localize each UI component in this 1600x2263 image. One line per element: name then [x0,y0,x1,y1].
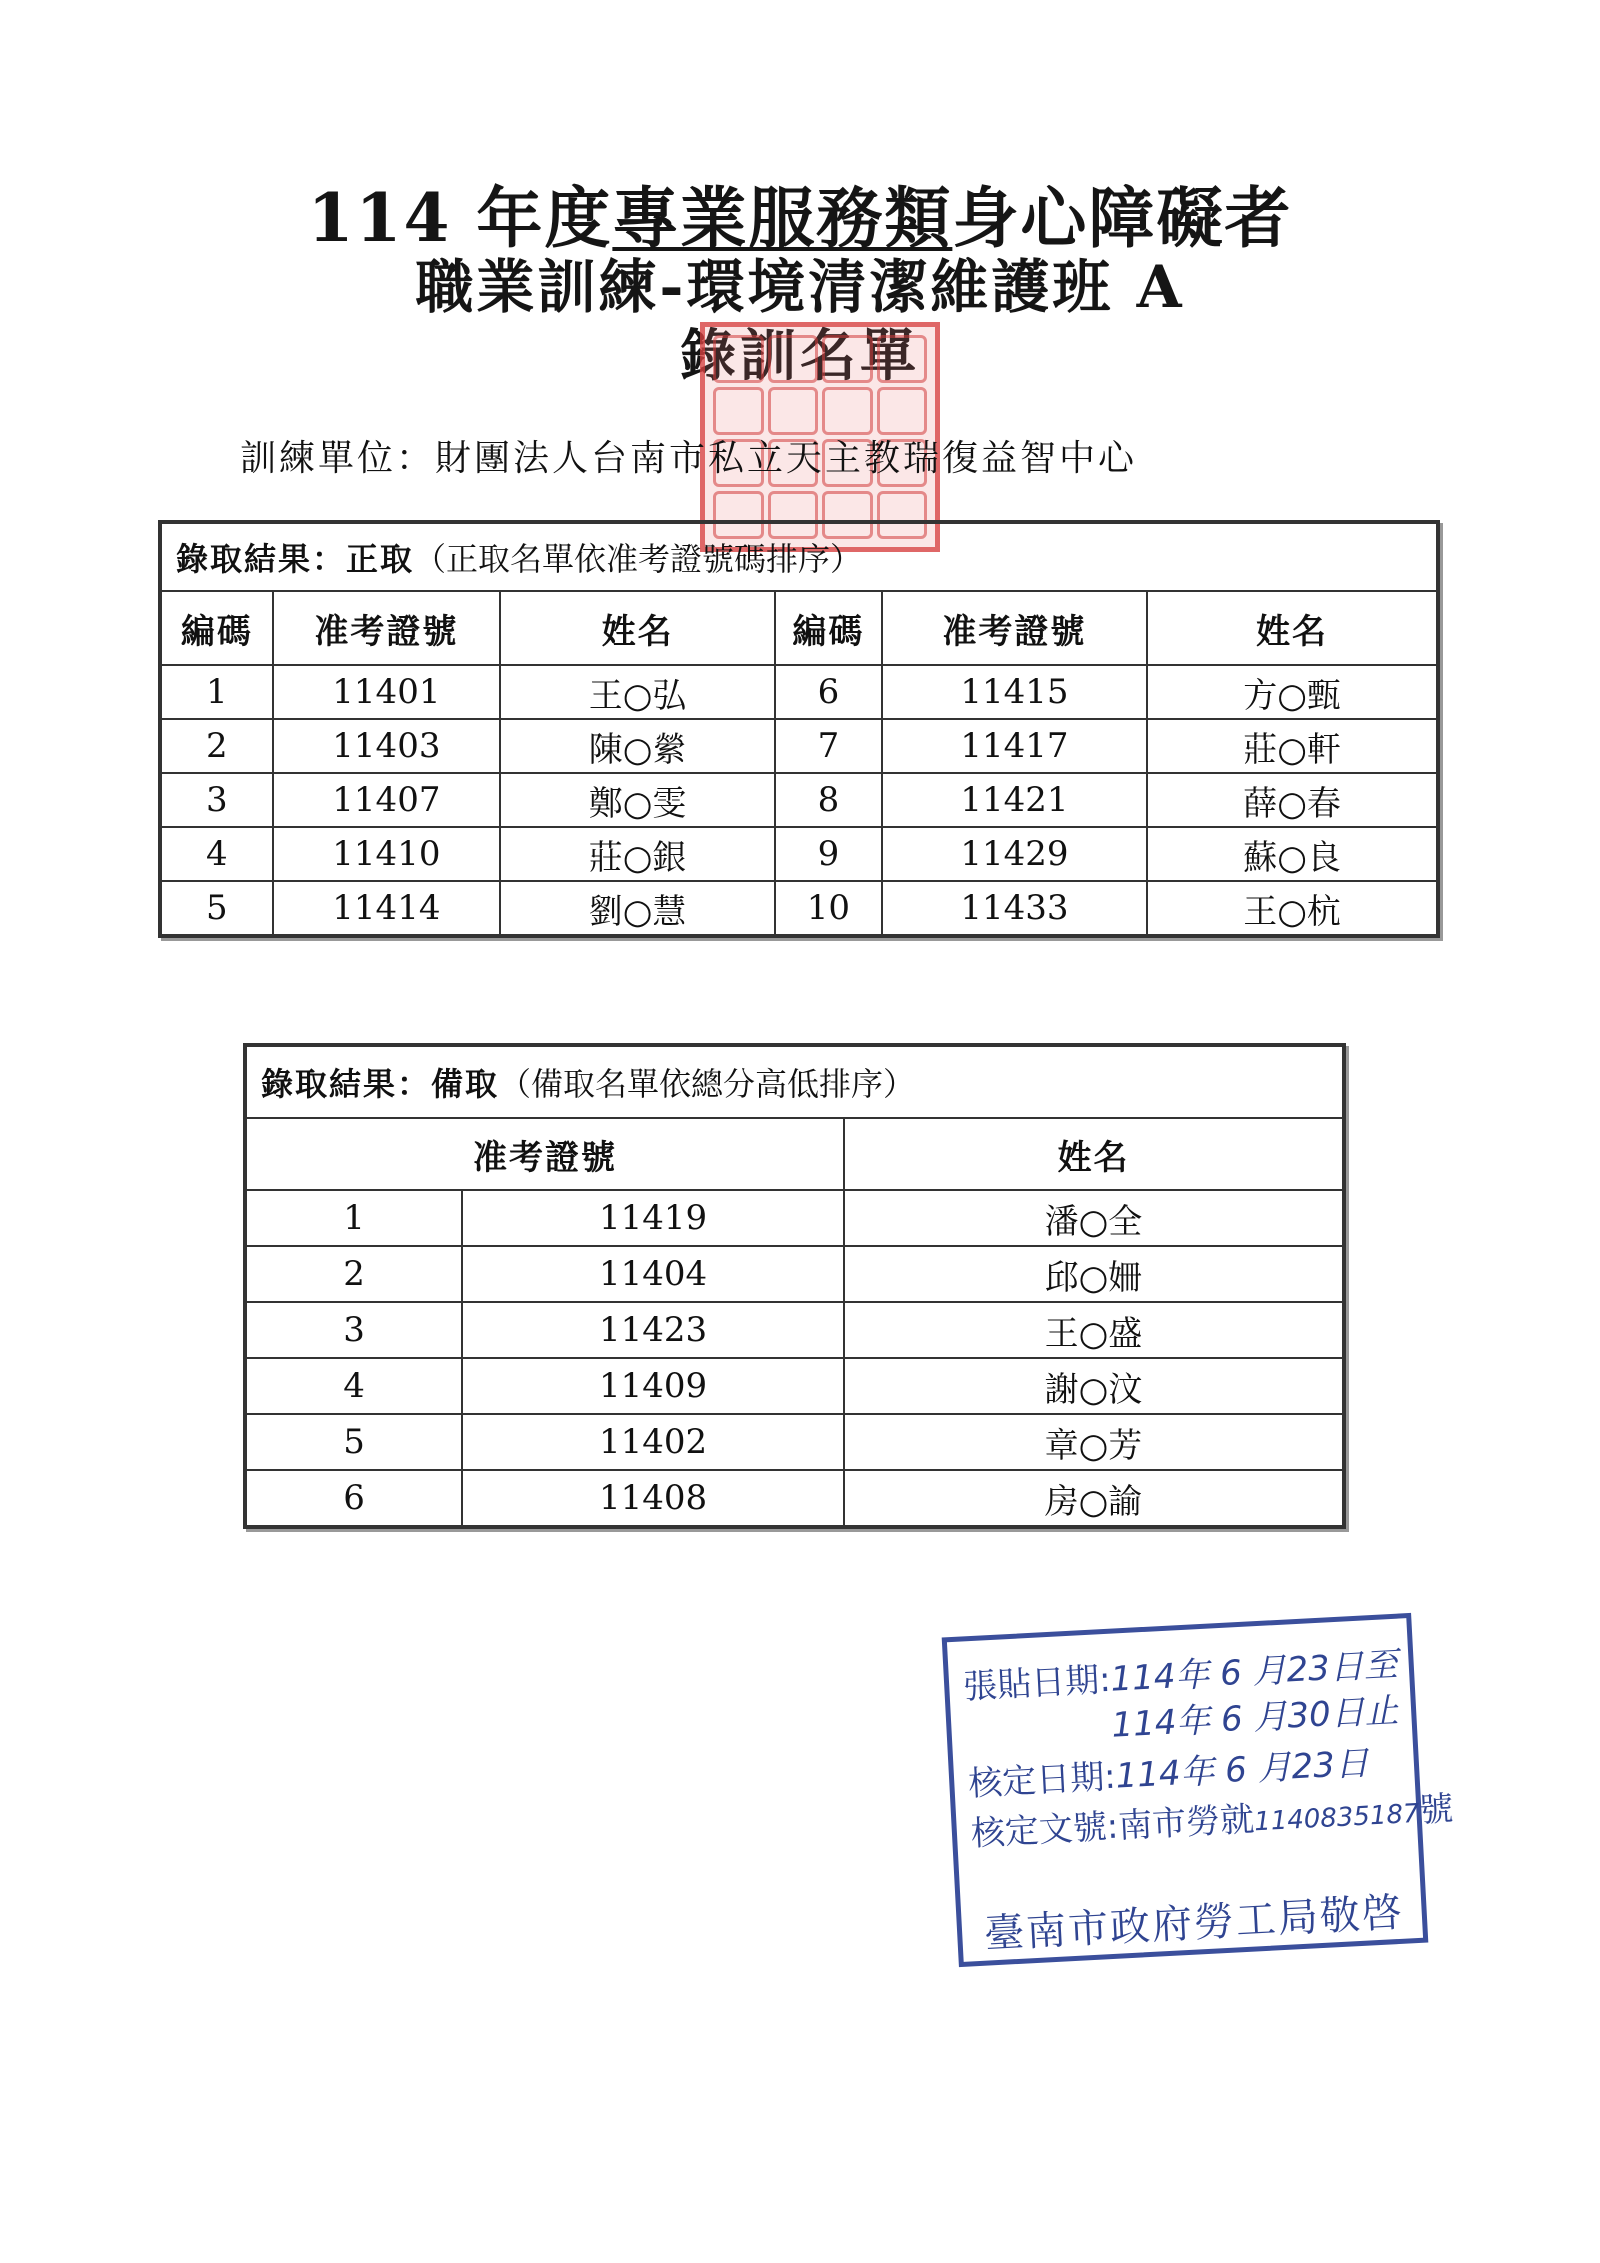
table-row: 6 11408 房○諭 [245,1470,1344,1527]
admitted-header-row [160,591,1438,665]
training-unit: 訓練單位：財團法人台南市私立天主教瑞復益智中心 [240,438,1138,479]
table-row: 1 11401 王○弘 6 11415 方○甄 [160,665,1438,719]
posting-date-line: 張貼日期:114年 6 月23日至 [962,1644,1399,1708]
approval-doc-line: 核定文號:南市勞就1140835187號 [969,1789,1455,1855]
table-row: 5 11414 劉○慧 10 11433 王○杭 [160,881,1438,936]
table-row: 3 11423 王○盛 [245,1302,1344,1358]
title-line-2: 職業訓練-環境清潔維護班 A [415,253,1185,321]
header-code: 編碼 [160,591,273,665]
header-name: 姓名 [844,1118,1344,1190]
table-row: 5 11402 章○芳 [245,1414,1344,1470]
waitlist-header-row [245,1118,1344,1190]
header-exam-no: 准考證號 [882,591,1147,665]
header-exam-no: 准考證號 [245,1118,844,1190]
admitted-table [158,520,1440,938]
title-year: 114 年度 [307,179,613,257]
title-line-3: 錄訓名單 [680,323,920,389]
header-name: 姓名 [1147,591,1438,665]
table-row: 4 11410 莊○銀 9 11429 蘇○良 [160,827,1438,881]
issuing-authority: 臺南市政府勞工局敬啓 [983,1889,1405,1958]
header-name: 姓名 [500,591,775,665]
title-target: 身心障礙者 [952,179,1293,257]
title-category: 專業服務類 [612,179,953,257]
table-row: 1 11419 潘○全 [245,1190,1344,1246]
posting-end-line: 114年 6 月30日止 [1110,1690,1400,1746]
waitlist-caption: 錄取結果：備取（備取名單依總分高低排序） [245,1045,1344,1118]
table-row: 4 11409 謝○汶 [245,1358,1344,1414]
approval-date-line: 核定日期:114年 6 月23日 [967,1743,1370,1805]
header-exam-no: 准考證號 [273,591,500,665]
header-code: 編碼 [775,591,882,665]
table-row: 2 11403 陳○縈 7 11417 莊○軒 [160,719,1438,773]
admitted-caption: 錄取結果：正取（正取名單依准考證號碼排序） [160,522,1438,591]
table-row: 3 11407 鄭○雯 8 11421 薛○春 [160,773,1438,827]
waitlist-table [243,1043,1346,1529]
table-row: 2 11404 邱○姍 [245,1246,1344,1302]
approval-stamp [942,1613,1455,1967]
